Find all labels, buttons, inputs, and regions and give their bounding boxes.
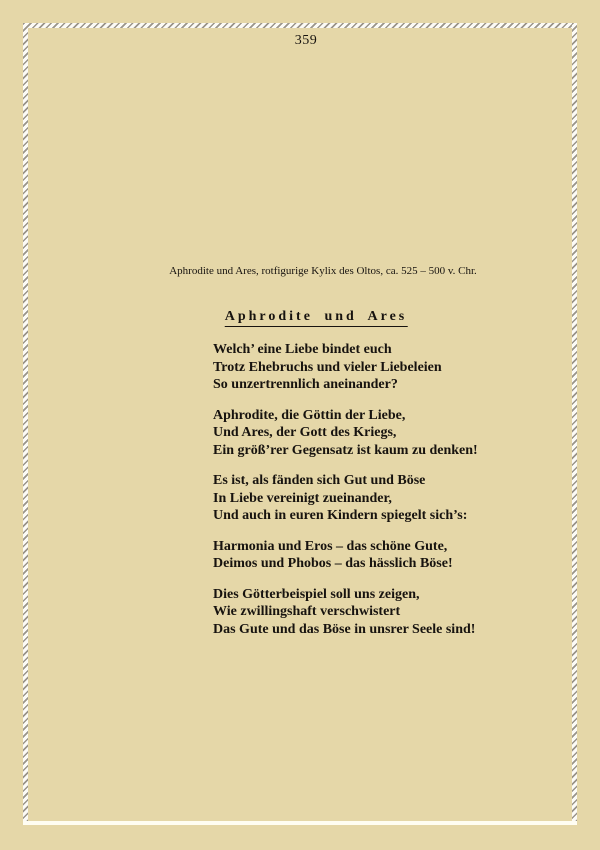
figure-caption: Aphrodite und Ares, rotfigurige Kylix des Oltos, ca. 525 – 500 v. Chr. [169, 265, 477, 277]
poem-line: Trotz Ehebruchs und vieler Liebeleien [213, 359, 442, 375]
poem [213, 341, 478, 651]
poem-stanza-3 [213, 472, 478, 525]
poem-line: Welch’ eine Liebe bindet euch [213, 342, 392, 357]
poem-line: Wie zwillingshaft verschwistert [213, 604, 401, 619]
poem-line: Aphrodite, die Göttin der Liebe, [213, 407, 406, 423]
poem-title: Aphrodite und Ares [225, 309, 408, 327]
poem-line: Harmonia und Eros – das schöne Gute, [213, 538, 448, 554]
poem-stanza-4 [213, 538, 478, 573]
poem-line: In Liebe vereinigt zueinander, [213, 490, 392, 506]
decorative-border-top [23, 23, 577, 28]
page-number: 359 [294, 33, 318, 48]
poem-line: Deimos und Phobos – das hässlich Böse! [213, 556, 453, 571]
poem-line: Und Ares, der Gott des Kriegs, [213, 425, 397, 440]
decorative-border-bottom [23, 821, 577, 825]
poem-line: Es ist, als fänden sich Gut und Böse [213, 473, 426, 488]
poem-line: Das Gute und das Böse in unsrer Seele sind! [213, 621, 476, 637]
poem-line: Und auch in euren Kindern spiegelt sich’s: [213, 508, 468, 523]
poem-stanza-1 [213, 341, 478, 394]
decorative-border-left [23, 23, 28, 821]
poem-stanza-2 [213, 407, 478, 460]
poem-line: Ein größ’rer Gegensatz ist kaum zu denken! [213, 442, 478, 458]
poem-stanza-5 [213, 586, 478, 639]
poem-line: Dies Götterbeispiel soll uns zeigen, [213, 586, 420, 602]
decorative-border-right [572, 23, 577, 821]
poem-line: So unzertrennlich aneinander? [213, 377, 398, 392]
